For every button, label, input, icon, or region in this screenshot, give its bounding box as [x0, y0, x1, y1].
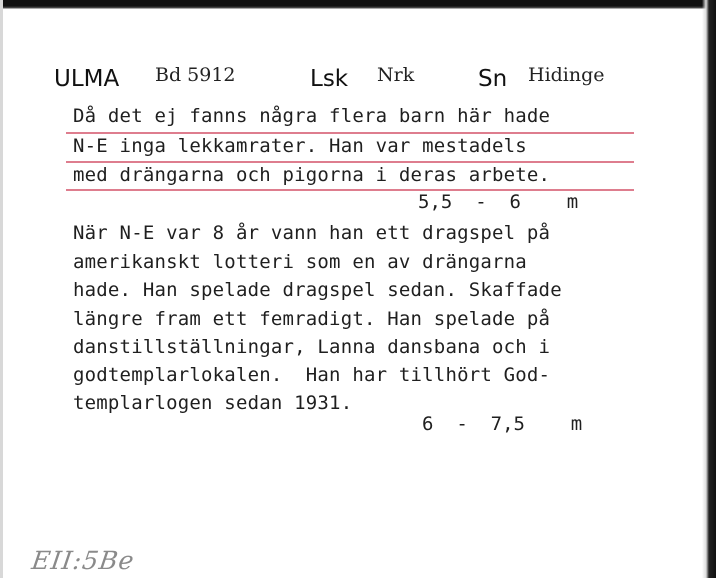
text-line: godtemplarlokalen. Han har tillhört God- — [73, 364, 551, 386]
handwritten-signum: EII:5Be — [29, 546, 137, 575]
text-line: amerikanskt lotteri som en av drängarna — [73, 251, 527, 273]
archive-label: ULMA — [54, 66, 120, 92]
text-line: När N-E var 8 år vann han ett dragspel på — [73, 222, 551, 244]
text-line: med drängarna och pigorna i deras arbete. — [73, 164, 551, 186]
record-number: Bd 5912 — [155, 64, 236, 86]
text-line: templarlogen sedan 1931. — [73, 392, 353, 414]
landskap-value: Nrk — [377, 64, 415, 86]
landskap-label: Lsk — [310, 66, 349, 92]
text-line: N-E inga lekkamrater. Han var mestadels — [73, 135, 527, 157]
text-line: danstillställningar, Lanna dansbana och i — [73, 336, 551, 358]
text-line: längre fram ett femradigt. Han spelade på — [73, 308, 551, 330]
card-top-edge — [0, 0, 716, 9]
text-line: hade. Han spelade dragspel sedan. Skaffade — [73, 279, 562, 301]
socken-label: Sn — [478, 66, 508, 92]
card-right-edge — [702, 0, 716, 578]
amount-line-2: 6 - 7,5 m — [422, 413, 583, 435]
socken-value: Hidinge — [528, 64, 605, 86]
text-line: Då det ej fanns några flera barn här hade — [73, 105, 551, 127]
card-header — [0, 60, 700, 96]
amount-line-1: 5,5 - 6 m — [418, 191, 579, 213]
